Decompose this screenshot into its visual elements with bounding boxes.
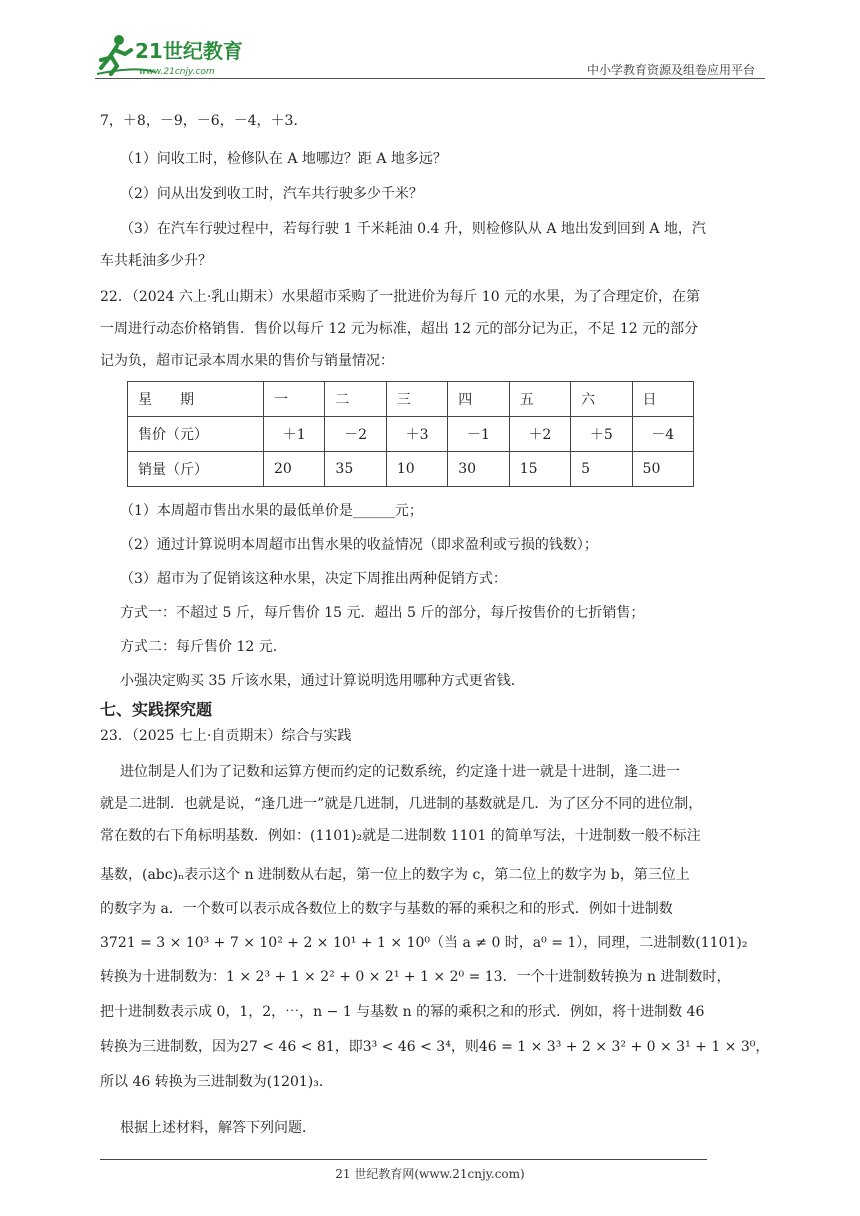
table-cell: 五 [509, 382, 570, 417]
q23-p2: 就是二进制．也就是说，“逢几进一”就是几进制，几进制的基数就是几．为了区分不同的进位制， [100, 796, 703, 812]
table-cell: ＋5 [571, 417, 632, 452]
table-cell: －1 [448, 417, 509, 452]
table-cell: 50 [632, 452, 693, 487]
table-cell: －4 [632, 417, 693, 452]
header-divider [95, 78, 765, 79]
table-cell: －2 [325, 417, 386, 452]
table-cell: 三 [386, 382, 447, 417]
svg-text:www.21cnjy.com: www.21cnjy.com [139, 67, 215, 77]
q22-sub2: （2）通过计算说明本周超市出售水果的收益情况（即求盈利或亏损的钱数）； [120, 537, 598, 553]
q23-p5: 的数字为 a．一个数可以表示成各数位上的数字与基数的幂的乘积之和的形式．例如十进制数 [100, 901, 673, 917]
table-cell: 35 [325, 452, 386, 487]
q21-sub1: （1）问收工时，检修队在 A 地哪边？距 A 地多远？ [120, 151, 447, 167]
q23-p3: 常在数的右下角标明基数．例如：(1101)₂就是二进制数 1101 的简单写法，十进制数一般不标注 [100, 828, 701, 844]
table-cell: 15 [509, 452, 570, 487]
q22-line3: 记为负，超市记录本周水果的售价与销量情况： [100, 353, 394, 369]
q23-line1: 23．（2025 七上·自贡期末）综合与实践 [100, 728, 352, 744]
q23-p10: 所以 46 转换为三进制数为(1201)₃． [100, 1074, 333, 1090]
page-footer: 21 世纪教育网(www.21cnjy.com) [335, 1167, 525, 1181]
table-cell: 10 [386, 452, 447, 487]
table-cell: 四 [448, 382, 509, 417]
q21-sub3-a: （3）在汽车行驶过程中，若每行驶 1 千米耗油 0.4 升，则检修队从 A 地出发到回到 A 地，汽 [120, 221, 706, 237]
q22-way1: 方式一：不超过 5 斤，每斤售价 15 元．超出 5 斤的部分，每斤按售价的七折销售； [120, 605, 645, 621]
q22-way2: 方式二：每斤售价 12 元． [120, 639, 287, 655]
section-title: 七、实践探究题 [100, 700, 213, 719]
q23-p7: 转换为十进制数为：1 × 2³ + 1 × 2² + 0 × 2¹ + 1 × 2⁰ = 13．一个十进制数转换为 n 进制数时， [100, 969, 731, 985]
table-cell: 30 [448, 452, 509, 487]
q21-sub3-b: 车共耗油多少升？ [100, 253, 212, 269]
table-cell: 5 [571, 452, 632, 487]
table-cell: 六 [571, 382, 632, 417]
q23-p6: 3721 = 3 × 10³ + 7 × 10² + 2 × 10¹ + 1 × 10⁰（当 a ≠ 0 时，a⁰ = 1），同理，二进制数(1101)₂ [100, 935, 748, 951]
q22-last: 小强决定购买 35 斤该水果，通过计算说明选用哪种方式更省钱． [120, 673, 525, 689]
q23-p4: 基数，(abc)ₙ表示这个 n 进制数从右起，第一位上的数字为 c，第二位上的数字为 b，第三位上 [100, 867, 690, 883]
table-cell: 售价（元） [128, 417, 264, 452]
table-cell: ＋1 [264, 417, 325, 452]
q21-sub2: （2）问从出发到收工时，汽车共行驶多少千米？ [120, 186, 423, 202]
footer-divider [100, 1159, 707, 1160]
q23-p11: 根据上述材料，解答下列问题． [120, 1120, 316, 1136]
q22-line1: 22．（2024 六上·乳山期末）水果超市采购了一批进价为每斤 10 元的水果，为了合理定价，在第 [100, 289, 701, 305]
table-cell: 20 [264, 452, 325, 487]
table-cell: 一 [264, 382, 325, 417]
header-platform-text: 中小学教育资源及组卷应用平台 [586, 63, 755, 77]
table-cell: 星 期 [128, 382, 264, 417]
svg-text:21世纪教育: 21世纪教育 [135, 39, 243, 63]
table-cell: 日 [632, 382, 693, 417]
table-cell: ＋2 [509, 417, 570, 452]
sales-table [127, 381, 694, 487]
site-logo [95, 30, 265, 80]
q22-sub3: （3）超市为了促销该这种水果，决定下周推出两种促销方式： [120, 571, 507, 587]
q23-p1: 进位制是人们为了记数和运算方便而约定的记数系统，约定逢十进一就是十进制，逢二进一 [120, 764, 680, 780]
q22-sub1: （1）本周超市售出水果的最低单价是______元； [120, 503, 423, 519]
q23-p9: 转换为三进制数，因为27 < 46 < 81，即3³ < 46 < 3⁴，则46 = 1 × 3³ + 2 × 3² + 0 × 3¹ + 1 × 3⁰， [100, 1039, 770, 1055]
table-cell: 销量（斤） [128, 452, 264, 487]
table-cell: 二 [325, 382, 386, 417]
q22-line2: 一周进行动态价格销售．售价以每斤 12 元为标准，超出 12 元的部分记为正，不足 12 元的部分 [100, 321, 699, 337]
table-row-volume [128, 452, 694, 487]
table-row-weekday [128, 382, 694, 417]
q23-p8: 把十进制数表示成 0，1，2，⋯，n − 1 与基数 n 的幂的乘积之和的形式．例如，将十进制数 46 [100, 1004, 705, 1020]
table-row-price [128, 417, 694, 452]
table-cell: ＋3 [386, 417, 447, 452]
q21-data-line: 7，＋8，－9，－6，－4，＋3． [100, 113, 308, 129]
